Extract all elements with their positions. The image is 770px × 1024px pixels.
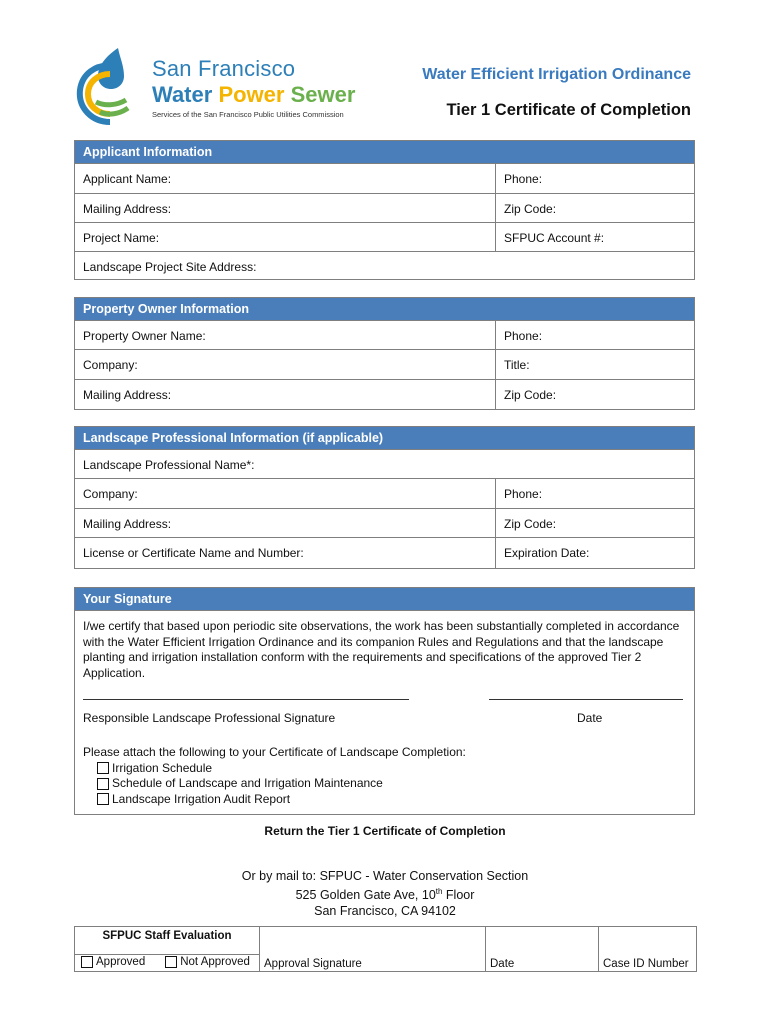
owner-mailing-field[interactable]: Mailing Address: — [75, 380, 496, 409]
certification-text: I/we certify that based upon periodic site observations, the work has been substantially completed in accordance with the Water Efficient Irrigation Ordinance and its companion Rules and Regulations and that the landscape planting and irrigation installation conform with the requirements and specifications of the approved Tier 2 Application. — [83, 619, 680, 680]
signature-label: Responsible Landscape Professional Signature — [83, 711, 336, 725]
attachment-label: Landscape Irrigation Audit Report — [112, 791, 291, 806]
owner-name-field[interactable]: Property Owner Name: — [75, 321, 496, 349]
professional-section — [74, 426, 695, 569]
checkbox[interactable] — [165, 956, 177, 968]
professional-zip-field[interactable]: Zip Code: — [504, 517, 557, 531]
professional-mailing-field[interactable]: Mailing Address: — [75, 509, 496, 537]
owner-phone-field[interactable]: Phone: — [504, 329, 543, 343]
case-id-label: Case ID Number — [603, 958, 689, 970]
checkbox[interactable] — [97, 793, 109, 805]
staff-date-field[interactable] — [486, 927, 599, 972]
attach-intro: Please attach the following to your Certificate of Landscape Completion: — [83, 745, 466, 759]
signature-line[interactable] — [83, 699, 409, 700]
logo-city-text: San Francisco — [152, 56, 296, 81]
mail-street: 525 Golden Gate Ave, 10 — [295, 888, 436, 903]
attachment-item[interactable] — [83, 761, 686, 777]
attachment-label: Schedule of Landscape and Irrigation Maintenance — [112, 776, 383, 790]
water-drop-logo-icon — [76, 46, 146, 128]
section-heading: Landscape Professional Information (if applicable) — [75, 427, 694, 450]
not-approved-label: Not Approved — [180, 956, 250, 968]
owner-company-field[interactable]: Company: — [75, 350, 496, 379]
staff-evaluation-table — [74, 926, 697, 972]
logo-power-text: Power — [218, 82, 285, 107]
mail-line-1: Or by mail to: SFPUC - Water Conservation Section — [241, 869, 529, 883]
approval-signature-field[interactable] — [260, 927, 486, 972]
approved-label: Approved — [96, 956, 146, 968]
owner-title-field[interactable]: Title: — [504, 358, 530, 372]
approved-option[interactable] — [81, 956, 145, 968]
section-heading: Your Signature — [75, 588, 694, 611]
date-label: Date — [577, 711, 603, 725]
document-title: Water Efficient Irrigation Ordinance — [422, 66, 691, 83]
applicant-phone-field[interactable]: Phone: — [504, 172, 543, 186]
applicant-section — [74, 140, 695, 280]
staff-evaluation-heading: SFPUC Staff Evaluation — [75, 927, 260, 955]
attachment-item[interactable] — [83, 776, 686, 792]
logo-water-text: Water — [152, 82, 213, 107]
section-heading: Property Owner Information — [75, 298, 694, 321]
owner-zip-field[interactable]: Zip Code: — [504, 388, 557, 402]
mail-floor: Floor — [442, 888, 475, 903]
license-field[interactable]: License or Certificate Name and Number: — [75, 538, 496, 568]
owner-section — [74, 297, 695, 410]
case-id-field[interactable] — [599, 927, 697, 972]
project-name-field[interactable]: Project Name: — [75, 223, 496, 251]
signature-section — [74, 587, 695, 815]
applicant-zip-field[interactable]: Zip Code: — [504, 202, 557, 216]
not-approved-option[interactable] — [165, 956, 250, 968]
mail-floor-suffix: th — [435, 887, 443, 896]
professional-phone-field[interactable]: Phone: — [504, 487, 543, 501]
return-title: Return the Tier 1 Certificate of Completion — [264, 824, 506, 838]
attachment-item[interactable] — [83, 792, 686, 808]
sfpuc-logo — [76, 46, 376, 128]
professional-name-field[interactable]: Landscape Professional Name*: — [83, 458, 255, 472]
site-address-field[interactable]: Landscape Project Site Address: — [83, 260, 257, 274]
mail-line-2 — [0, 884, 770, 903]
staff-date-label: Date — [490, 958, 515, 970]
checkbox[interactable] — [81, 956, 93, 968]
approval-signature-label: Approval Signature — [264, 958, 362, 970]
attachment-label: Irrigation Schedule — [112, 760, 213, 775]
section-heading: Applicant Information — [75, 141, 694, 164]
mail-line-3: San Francisco, CA 94102 — [314, 904, 456, 919]
mailing-instructions — [0, 868, 770, 919]
checkbox[interactable] — [97, 778, 109, 790]
applicant-name-field[interactable]: Applicant Name: — [75, 164, 496, 193]
logo-sewer-text: Sewer — [290, 82, 356, 107]
checkbox[interactable] — [97, 762, 109, 774]
date-line[interactable] — [489, 699, 683, 700]
logo-tagline: Services of the San Francisco Public Utilities Commission — [152, 110, 344, 119]
expiration-date-field[interactable]: Expiration Date: — [504, 546, 590, 560]
logo-services-text — [152, 82, 355, 108]
sfpuc-account-field[interactable]: SFPUC Account #: — [504, 231, 605, 245]
document-subtitle: Tier 1 Certificate of Completion — [446, 101, 691, 119]
applicant-mailing-field[interactable]: Mailing Address: — [75, 194, 496, 222]
professional-company-field[interactable]: Company: — [75, 479, 496, 508]
